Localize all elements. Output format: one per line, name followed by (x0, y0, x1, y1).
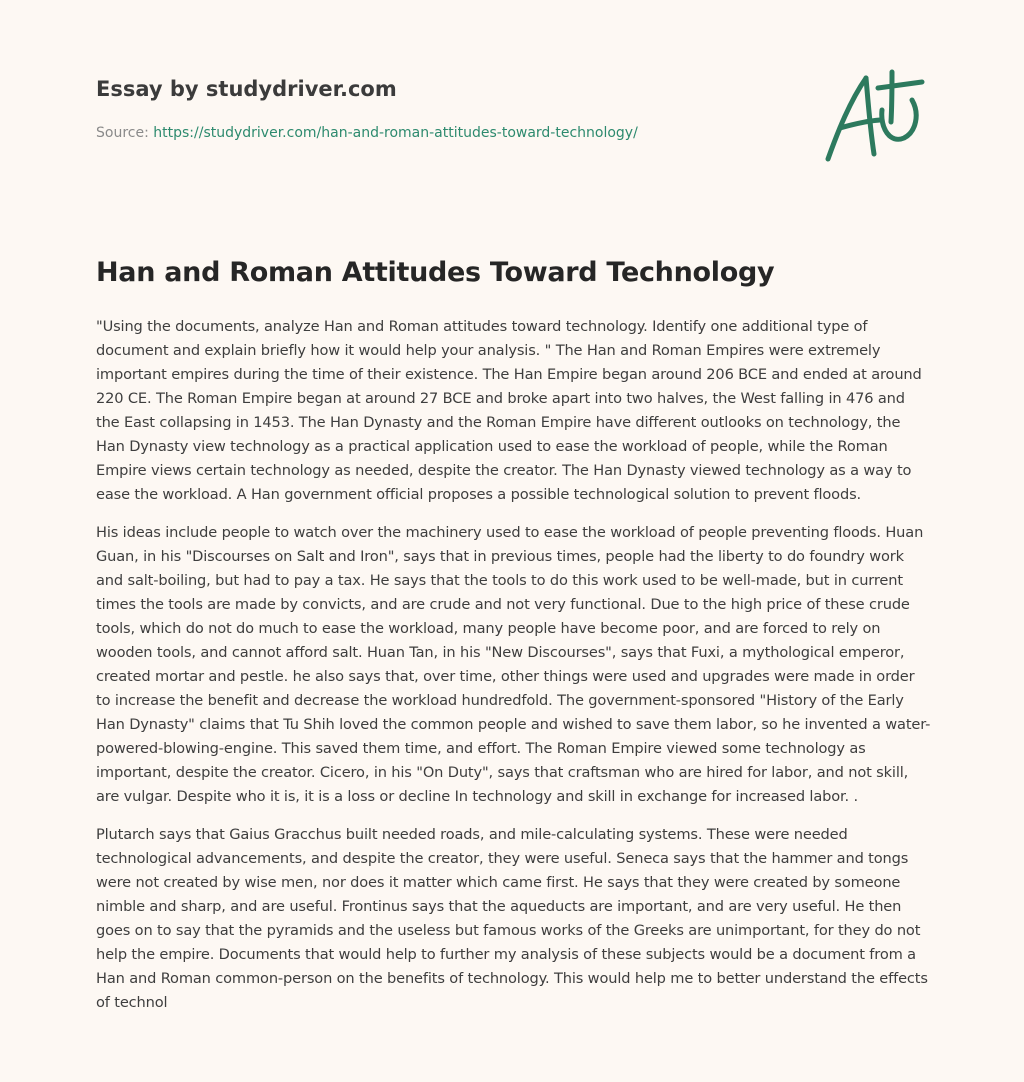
essay-paragraph: "Using the documents, analyze Han and Roman attitudes toward technology. Identify one additional type of document and explain briefly how it would help your analysis. " The Han and Roman Empires were extremely important empires during the time of their existence. The Han Empire began around 206 BCE and ended at around 220 CE. The Roman Empire began at around 27 BCE and broke apart into two halves, the West falling in 476 and the East collapsing in 1453. The Han Dynasty and the Roman Empire have different outlooks on technology, the Han Dynasty view technology as a practical application used to ease the workload of people, while the Roman Empire views certain technology as needed, despite the creator. The Han Dynasty viewed technology as a way to ease the workload. A Han government official proposes a possible technological solution to prevent floods. (96, 318, 922, 503)
site-brand: Essay by studydriver.com (96, 77, 397, 101)
source-link[interactable]: https://studydriver.com/han-and-roman-attitudes-toward-technology/ (153, 125, 638, 141)
a-plus-logo-icon (820, 66, 930, 166)
essay-paragraph: His ideas include people to watch over the machinery used to ease the workload of people preventing floods. Huan Guan, in his "Discourses on Salt and Iron", says that in previous times, people had the liberty to do foundry work and salt-boiling, but had to pay a tax. He says that the tools to do this work used to be well-made, but in current times the tools are made by convicts, and are crude and not very functional. Due to the high price of these crude tools, which do not do much to ease the workload, many people have become poor, and are forced to rely on wooden tools, and cannot afford salt. Huan Tan, in his "New Discourses", says that Fuxi, a mythological emperor, created mortar and pestle. he also says that, over time, other things were used and upgrades were made in order to increase the benefit and decrease the workload hundredfold. The government-sponsored "History of the Early Han Dynasty" claims that Tu Shih loved the common people and wished to save them labor, so he invented a water-powered-blowing-engine. This saved them time, and effort. The Roman Empire viewed some technology as important, despite the creator. Cicero, in his "On Duty", says that craftsman who are hired for labor, and not skill, are vulgar. Despite who it is, it is a loss or decline In technology and skill in exchange for increased labor. . (96, 524, 931, 805)
essay-title: Han and Roman Attitudes Toward Technology (96, 257, 775, 288)
source-line (96, 122, 796, 144)
essay-body (96, 315, 932, 1029)
source-label: Source: (96, 125, 154, 141)
a-plus-logo (820, 66, 930, 166)
page-header (96, 74, 796, 144)
essay-paragraph: Plutarch says that Gaius Gracchus built needed roads, and mile-calculating systems. These were needed technological advancements, and despite the creator, they were useful. Seneca says that the hammer and tongs were not created by wise men, nor does it matter which came first. He says that they were created by someone nimble and sharp, and are useful. Frontinus says that the aqueducts are important, and are very useful. He then goes on to say that the pyramids and the useless but famous works of the Greeks are unimportant, for they do not help the empire. Documents that would help to further my analysis of these subjects would be a document from a Han and Roman common-person on the benefits of technology. This would help me to better understand the effects of technol (96, 826, 928, 1011)
